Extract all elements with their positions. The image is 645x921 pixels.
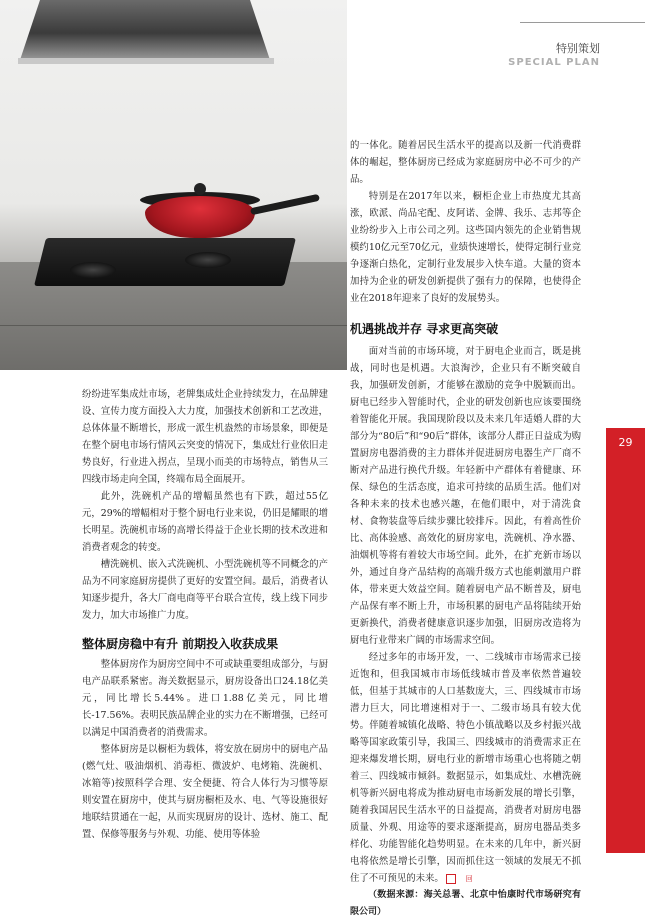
- page-number-tab: [606, 428, 645, 853]
- page-number: 29: [618, 436, 633, 449]
- section-title-cn: 特别策划: [556, 42, 600, 55]
- paragraph: 面对当前的市场环境，对于厨电企业而言，既是挑战，同时也是机遇。大浪淘沙，企业只有不断突破自我，加强研发创新，才能够在激励的竞争中脱颖而出。厨电已经步入智能时代，企业的研发创新也应该要围绕着智能化开展。我国现阶段以及未来几年适婚人群的大部分为“80后”和“90后”群体，该部分人群正日益成为购置厨房电器消费的主力群体并促进厨房电器生产厂商不断对产品进行换代升级。年轻新中产群体有着健康、环保、绿色的生活态度，追求可持续的品质生活。他们对各种未来的技术也感兴趣，在他们眼中，对于清洗食材、食物装盘等后续步骤比较排斥。因此，有着高性价比、高体验感、高效化的厨房家电，洗碗机、净水器、油烟机等将有着较大市场空间。此外，在扩充新市场以外，通过自身产品结构的高端升级方式也能刺激用户群体，带来更大效益空间。随着厨电产品不断普及，厨电产品保有率不断上升，市场积累的厨电产品将陆续开始更新换代，消费者健康意识逐步加强，旧厨房改造将为厨电行业带来广阔的市场需求空间。: [350, 346, 581, 646]
- paragraph: 此外，洗碗机产品的增幅虽然也有下跌，超过55亿元，29%的增幅相对于整个厨电行业来说，仍旧是耀眼的增长明星。洗碗机市场的高增长得益于企业长期的技术改进和消费者观念的转变。: [82, 491, 328, 553]
- paragraph-text: 经过多年的市场开发，一、二线城市市场需求已接近饱和，但我国城市市场低线城市普及率依然普遍较低，但基于其城市的人口基数庞大，三、四线城市市场潜力巨大，同比增速相对于一、二级市场具有较大优势。伴随着城镇化战略、特色小镇战略以及乡村振兴战略等国家政策引导，我国三、四线城市的消费需求正在迎来爆发增长期，厨电行业的新增市场重心也将随之朝着三、四线城市倾斜。数据显示，如集成灶、水槽洗碗机等新兴厨电将成为推动厨电市场新发展的增长引擎，随着我国居民生活水平的日益提高，消费者对厨房电器质量、外观、用途等的要求逐渐提高，厨房电器品类多样化、功能智能化趋势明显。在未来的几年中，新兴厨电将依然是增长引擎，因而抓住这一领域的发展无不抓住了不可预见的未来。: [350, 652, 581, 884]
- burner-icon: [70, 262, 116, 278]
- left-column: [82, 386, 328, 843]
- range-hood-image: [20, 0, 270, 60]
- paragraph: 特别是在2017年以来，橱柜企业上市热度尤其高涨，欧派、尚品宅配、皮阿诺、金牌、我乐、志邦等企业纷纷步入上市公司之列。这些国内领先的企业销售规模约10亿元至70亿元，业绩快速增长，使得定制行业竞争逐渐白热化，定制行业发展步入快车道。大量的资本加持为企业的研发创新提供了强有力的保障，也使得企业在2018年迎来了良好的发展势头。: [350, 191, 581, 304]
- red-wok-image: [145, 196, 255, 238]
- paragraph: 整体厨房是以橱柜为载体，将安放在厨房中的厨电产品(燃气灶、吸油烟机、消毒柜、微波炉、电烤箱、洗碗机、冰箱等)按照科学合理、安全便捷、符合人体行为习惯等原则安置在厨房中，使其与厨房橱柜及水、电、气等设施很好地联结贯通在一起，从而实现厨房的设计、选材、施工、配置、保修等服务与外观、功能、使用等体验: [82, 744, 328, 840]
- paragraph: [350, 649, 581, 887]
- paragraph: 槽洗碗机、嵌入式洗碗机、小型洗碗机等不同概念的产品为不同家庭厨房提供了更好的安置空间。最后，消费者认知逐步提升，各大厂商电商等平台联合宣传，线上线下同步发力，加大市场推广力度。: [82, 559, 328, 621]
- paragraph: 整体厨房作为厨房空间中不可或缺重要组成部分，与厨电产品联系紧密。海关数据显示，厨房设备出口24.18亿美元，同比增长5.44%。进口1.88亿美元，同比增长-17.56%。表明民族品牌企业的实力在不断增强，已经可以满足中国消费者的消费需求。: [82, 659, 328, 738]
- section-heading: 整体厨房稳中有升 前期投入收获成果: [82, 637, 279, 651]
- header-rule: [520, 22, 645, 23]
- right-column: [350, 137, 581, 921]
- data-source-note: （数据来源：海关总署、北京中怡康时代市场研究有限公司）: [350, 890, 581, 917]
- end-mark-icon: 回: [446, 874, 456, 884]
- kitchen-range-hood-stove-photo: [0, 0, 347, 370]
- gas-hob-image: [34, 238, 296, 286]
- paragraph: 纷纷进军集成灶市场，老牌集成灶企业持续发力，在品牌建设、宣传力度方面投入大力度，加强技术创新和工艺改进，总体体量不断增长，形成一派生机盎然的市场景象，即便是在整个厨电市场行情风云突变的情况下，集成灶行业依旧走势良好，行业进入拐点，呈现小而美的市场特点，销售从三四线市场走向全国，终端布局全面展开。: [82, 389, 328, 485]
- section-title-en: SPECIAL PLAN: [508, 57, 600, 68]
- burner-icon: [185, 252, 231, 268]
- section-heading: 机遇挑战并存 寻求更高突破: [350, 322, 499, 336]
- paragraph: 的一体化。随着居民生活水平的提高以及新一代消费群体的崛起，整体厨房已经成为家庭厨房中必不可少的产品。: [350, 140, 581, 185]
